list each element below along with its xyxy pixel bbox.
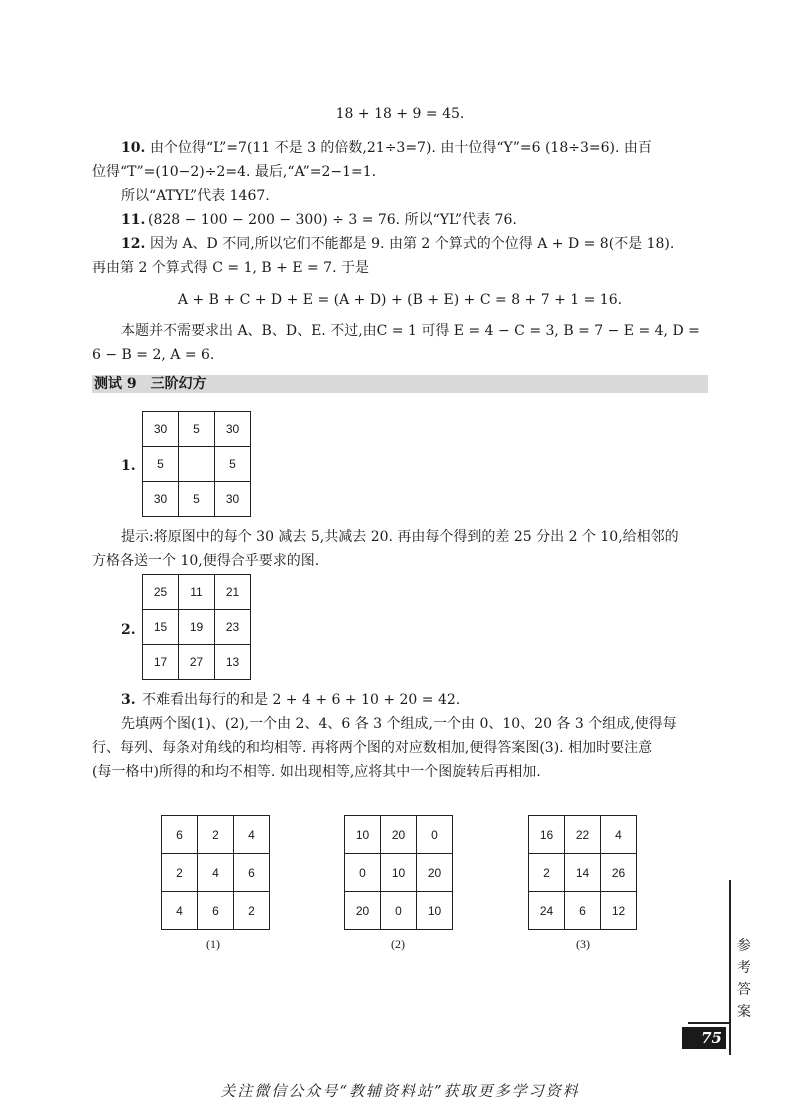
grid-cell: 30	[143, 482, 179, 517]
grid-cell: 4	[234, 816, 270, 854]
magic-square-1	[161, 815, 270, 930]
grid-cell: 0	[345, 854, 381, 892]
question-number: 2.	[121, 622, 136, 638]
magic-square-2	[344, 815, 453, 930]
section-title: 测试 9 三阶幻方	[94, 376, 207, 392]
grid-cell: 0	[381, 892, 417, 930]
figure-caption: (2)	[391, 937, 405, 951]
grid-cell: 6	[565, 892, 601, 930]
equation-line: 18 + 18 + 9 = 45.	[335, 106, 465, 122]
side-tab-char: 参	[737, 938, 751, 954]
grid-cell: 16	[529, 816, 565, 854]
grid-cell: 30	[143, 412, 179, 447]
paragraph-line: 不难看出每行的和是 2 + 4 + 6 + 10 + 20 = 42.	[142, 692, 461, 708]
grid-cell: 15	[143, 610, 179, 645]
side-tab-rule	[729, 880, 731, 1055]
side-tab-rule	[688, 1022, 730, 1024]
side-tab-char: 案	[737, 1004, 751, 1020]
grid-cell: 23	[215, 610, 251, 645]
magic-square-3	[528, 815, 637, 930]
grid-cell: 5	[143, 447, 179, 482]
grid-cell: 22	[565, 816, 601, 854]
figure-caption: (3)	[576, 937, 590, 951]
grid-cell: 5	[215, 447, 251, 482]
grid-cell: 4	[198, 854, 234, 892]
equation-line: A + B + C + D + E = (A + D) + (B + E) + C = 8 + 7 + 1 = 16.	[177, 292, 623, 308]
grid-cell: 2	[162, 854, 198, 892]
paragraph-line: 行、每列、每条对角线的和均相等. 再将两个图的对应数相加,便得答案图(3). 相加时要注意	[92, 740, 653, 756]
grid-cell: 4	[162, 892, 198, 930]
grid-cell: 24	[529, 892, 565, 930]
side-tab-char: 答	[737, 982, 751, 998]
grid-cell: 0	[417, 816, 453, 854]
grid-cell: 5	[179, 482, 215, 517]
paragraph-line: 先填两个图(1)、(2),一个由 2、4、6 各 3 个组成,一个由 0、10、20 各 3 个组成,使得每	[121, 716, 677, 732]
paragraph-line: 再由第 2 个算式得 C = 1, B + E = 7. 于是	[92, 260, 369, 276]
grid-cell	[179, 447, 215, 482]
grid-cell: 10	[345, 816, 381, 854]
grid-cell: 2	[529, 854, 565, 892]
paragraph-line: 由个位得“L”=7(11 不是 3 的倍数,21÷3=7). 由十位得“Y”=6 (18÷3=6). 由百	[150, 140, 652, 156]
grid-cell: 11	[179, 575, 215, 610]
grid-cell: 2	[198, 816, 234, 854]
side-tab-char: 考	[737, 960, 751, 976]
section-heading	[92, 375, 708, 393]
figure-caption: (1)	[206, 937, 220, 951]
grid-cell: 20	[345, 892, 381, 930]
paragraph-line: (828 − 100 − 200 − 300) ÷ 3 = 76. 所以“YL”代表 76.	[148, 212, 517, 228]
grid-cell: 4	[601, 816, 637, 854]
hint-line: 方格各送一个 10,便得合乎要求的图.	[92, 553, 320, 569]
grid-cell: 21	[215, 575, 251, 610]
grid-cell: 10	[417, 892, 453, 930]
hint-line: 提示:将原图中的每个 30 减去 5,共减去 20. 再由每个得到的差 25 分出 2 个 10,给相邻的	[121, 529, 679, 545]
grid-cell: 6	[162, 816, 198, 854]
grid-cell: 14	[565, 854, 601, 892]
grid-cell: 20	[381, 816, 417, 854]
problem-number: 12.	[121, 236, 146, 252]
grid-cell: 26	[601, 854, 637, 892]
paragraph-line: 本题并不需要求出 A、B、D、E. 不过,由C = 1 可得 E = 4 − C = 3, B = 7 − E = 4, D =	[121, 323, 700, 339]
question-number: 1.	[121, 458, 136, 474]
grid-cell: 30	[215, 482, 251, 517]
grid-cell: 2	[234, 892, 270, 930]
page-number: 75	[682, 1027, 726, 1049]
paragraph-line: 6 − B = 2, A = 6.	[92, 347, 215, 363]
problem-number: 10.	[121, 140, 146, 156]
grid-cell: 6	[234, 854, 270, 892]
question-number: 3.	[121, 692, 136, 708]
grid-cell: 25	[143, 575, 179, 610]
paragraph-line: 因为 A、D 不同,所以它们不能都是 9. 由第 2 个算式的个位得 A + D = 8(不是 18).	[150, 236, 675, 252]
magic-square-q2	[142, 574, 251, 680]
grid-cell: 12	[601, 892, 637, 930]
grid-cell: 13	[215, 645, 251, 680]
grid-cell: 17	[143, 645, 179, 680]
paragraph-line: (每一格中)所得的和均不相等. 如出现相等,应将其中一个图旋转后再相加.	[92, 764, 541, 780]
grid-cell: 5	[179, 412, 215, 447]
paragraph-line: 位得“T”=(10−2)÷2=4. 最后,“A”=2−1=1.	[92, 164, 377, 180]
grid-cell: 30	[215, 412, 251, 447]
grid-cell: 27	[179, 645, 215, 680]
footer-text: 关注微信公众号“教辅资料站”获取更多学习资料	[220, 1082, 580, 1100]
magic-square-q1	[142, 411, 251, 517]
grid-cell: 20	[417, 854, 453, 892]
grid-cell: 10	[381, 854, 417, 892]
grid-cell: 6	[198, 892, 234, 930]
paragraph-line: 所以“ATYL”代表 1467.	[121, 188, 270, 204]
problem-number: 11.	[121, 212, 146, 228]
grid-cell: 19	[179, 610, 215, 645]
